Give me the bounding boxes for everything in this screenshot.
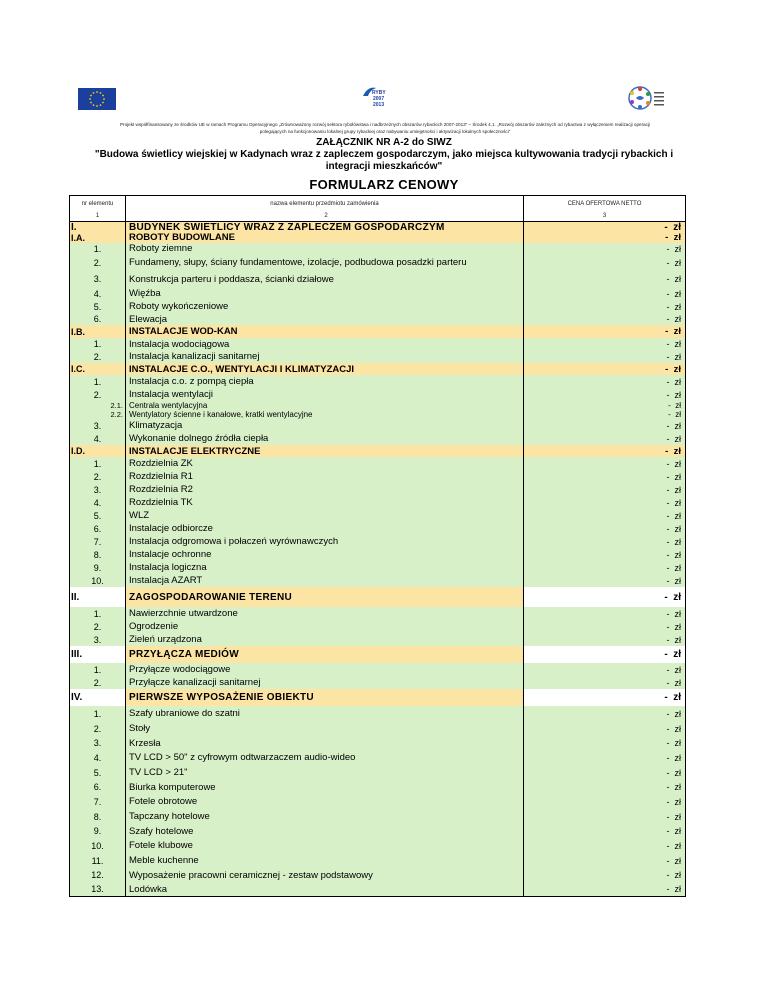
table-column-numbers-row: [69, 211, 686, 221]
cell-name: Fundameny, słupy, ściany fundamentowe, izolacje, podbudowa posadzki parteru: [125, 254, 523, 271]
cell-nr: 9.: [69, 561, 125, 574]
cell-price: - zł: [523, 338, 686, 350]
section-row: [69, 325, 686, 338]
logo-strip: [0, 84, 768, 114]
table-row: [69, 882, 686, 897]
cell-price: - zł: [523, 750, 686, 765]
cell-price: - zł: [523, 689, 686, 706]
cell-price: - zł: [523, 838, 686, 853]
form-title: FORMULARZ CENOWY: [309, 177, 459, 192]
cell-price: - zł: [523, 809, 686, 824]
cell-name: Więźba: [125, 287, 523, 300]
cell-nr: 4.: [69, 432, 125, 445]
cell-name: Fotele obrotowe: [125, 794, 523, 809]
cell-nr: 1.: [69, 375, 125, 388]
cell-nr: 2.: [69, 350, 125, 363]
cell-price: - zł: [523, 419, 686, 432]
cell-nr: 1.: [69, 607, 125, 620]
col-header-nr: nr elementu: [69, 195, 125, 211]
cell-price: - zł: [523, 706, 686, 721]
cell-name: TV LCD > 21": [125, 765, 523, 780]
cell-name: Rozdzielnia ZK: [125, 457, 523, 470]
cell-price: - zł: [523, 243, 686, 254]
cell-name: INSTALACJE ELEKTRYCZNE: [125, 445, 523, 457]
cell-price: - zł: [523, 313, 686, 325]
cell-nr: IV.: [69, 689, 125, 706]
cell-nr: 1.: [69, 663, 125, 676]
table-row: [69, 388, 686, 401]
cell-nr: II.: [69, 587, 125, 607]
cell-price: - zł: [523, 765, 686, 780]
table-row: [69, 765, 686, 780]
funding-notice: [60, 121, 710, 135]
cell-price: - zł: [523, 522, 686, 535]
cell-nr: 2.1.: [69, 401, 125, 410]
annex-title: ZAŁĄCZNIK NR A-2 do SIWZ: [316, 137, 452, 148]
cell-nr: 1.: [69, 338, 125, 350]
table-row: [69, 375, 686, 388]
cell-name: PIERWSZE WYPOSAŻENIE OBIEKTU: [125, 689, 523, 706]
cell-nr: 2.: [69, 620, 125, 633]
cell-price: - zł: [523, 445, 686, 457]
cell-price: - zł: [523, 535, 686, 548]
cell-name: Ogrodzenie: [125, 620, 523, 633]
table-row: [69, 496, 686, 509]
cell-nr: 3.: [69, 419, 125, 432]
cell-nr: 2.: [69, 470, 125, 483]
cell-price: - zł: [523, 548, 686, 561]
col-number-3: 3: [523, 211, 686, 221]
table-row: [69, 663, 686, 676]
cell-price: - zł: [523, 375, 686, 388]
cell-price: - zł: [523, 222, 686, 232]
table-row: [69, 313, 686, 325]
subject-line-2: integracji mieszkańców": [325, 161, 443, 172]
cell-name: Tapczany hotelowe: [125, 809, 523, 824]
section-row: [69, 445, 686, 457]
cell-price: - zł: [523, 824, 686, 838]
table-row: [69, 457, 686, 470]
section-row: [69, 363, 686, 375]
eu-flag-logo: [78, 88, 116, 110]
svg-text:2007: 2007: [373, 96, 385, 102]
cell-nr: 6.: [69, 313, 125, 325]
cell-name: Instalacja logiczna: [125, 561, 523, 574]
cell-name: Wykonanie dolnego źródła ciepła: [125, 432, 523, 445]
table-row: [69, 706, 686, 721]
section-row: [69, 587, 686, 607]
subject-line-1: "Budowa świetlicy wiejskiej w Kadynach wraz z zapleczem gospodarczym, jako miejsca kultywowania tradycji rybackich i: [94, 149, 674, 160]
cell-nr: 3.: [69, 633, 125, 646]
table-row: [69, 736, 686, 750]
cell-name: Rozdzielnia R2: [125, 483, 523, 496]
cell-nr: 5.: [69, 765, 125, 780]
cell-nr: 4.: [69, 287, 125, 300]
cell-price: - zł: [523, 646, 686, 663]
cell-nr: 5.: [69, 509, 125, 522]
svg-text:RYBY: RYBY: [372, 90, 386, 96]
cell-nr: 10.: [69, 574, 125, 587]
cell-nr: I.D.: [69, 445, 125, 457]
cell-name: INSTALACJE WOD-KAN: [125, 325, 523, 338]
cell-price: - zł: [523, 663, 686, 676]
svg-text:2013: 2013: [373, 102, 385, 108]
table-row: [69, 350, 686, 363]
cell-nr: 8.: [69, 548, 125, 561]
cell-price: - zł: [523, 736, 686, 750]
col-number-2: 2: [125, 211, 523, 221]
col-number-1: 1: [69, 211, 125, 221]
cell-name: Rozdzielnia TK: [125, 496, 523, 509]
col-header-price: CENA OFERTOWA NETTO: [523, 195, 686, 211]
cell-price: - zł: [523, 254, 686, 271]
cell-name: Instalacja kanalizacji sanitarnej: [125, 350, 523, 363]
table-row: [69, 401, 686, 410]
cell-nr: 9.: [69, 824, 125, 838]
cell-nr: 10.: [69, 838, 125, 853]
cell-price: - zł: [523, 457, 686, 470]
cell-name: INSTALACJE C.O., WENTYLACJI I KLIMATYZACJI: [125, 363, 523, 375]
cell-price: - zł: [523, 271, 686, 287]
cell-name: Szafy hotelowe: [125, 824, 523, 838]
cell-nr: 4.: [69, 496, 125, 509]
cell-name: Nawierzchnie utwardzone: [125, 607, 523, 620]
cell-price: - zł: [523, 853, 686, 868]
cell-price: - zł: [523, 470, 686, 483]
cell-name: Wentylatory ścienne i kanałowe, kratki wentylacyjne: [125, 410, 523, 419]
cell-nr: 1.: [69, 457, 125, 470]
cell-price: - zł: [523, 676, 686, 689]
table-row: [69, 809, 686, 824]
table-row: [69, 561, 686, 574]
cell-name: Fotele klubowe: [125, 838, 523, 853]
cell-nr: 2.: [69, 388, 125, 401]
table-row: [69, 574, 686, 587]
table-row: [69, 750, 686, 765]
cell-name: Krzesła: [125, 736, 523, 750]
cell-nr: 4.: [69, 750, 125, 765]
cell-price: - zł: [523, 620, 686, 633]
cell-name: Lodówka: [125, 882, 523, 896]
section-row: [69, 221, 686, 232]
cell-nr: III.: [69, 646, 125, 663]
table-row: [69, 243, 686, 254]
cell-name: Zieleń urządzona: [125, 633, 523, 646]
cell-nr: I.A.: [69, 232, 125, 243]
table-row: [69, 410, 686, 419]
cell-price: - zł: [523, 561, 686, 574]
cell-price: - zł: [523, 401, 686, 410]
cell-name: Przyłącze kanalizacji sanitarnej: [125, 676, 523, 689]
cell-name: Przyłącze wodociągowe: [125, 663, 523, 676]
table-row: [69, 853, 686, 868]
cell-name: Instalacja wentylacji: [125, 388, 523, 401]
cell-name: ZAGOSPODAROWANIE TERENU: [125, 587, 523, 607]
section-row: [69, 646, 686, 663]
table-row: [69, 780, 686, 794]
table-row: [69, 432, 686, 445]
table-row: [69, 522, 686, 535]
table-row: [69, 271, 686, 287]
cell-price: - zł: [523, 410, 686, 419]
cell-name: BUDYNEK ŚWIETLICY WRAZ Z ZAPLECZEM GOSPODARCZYM: [125, 222, 523, 232]
cell-price: - zł: [523, 300, 686, 313]
cell-nr: 7.: [69, 535, 125, 548]
table-row: [69, 633, 686, 646]
project-subject: [40, 149, 728, 173]
cell-price: - zł: [523, 432, 686, 445]
table-row: [69, 824, 686, 838]
cell-nr: I.C.: [69, 363, 125, 375]
cell-nr: 8.: [69, 809, 125, 824]
cell-price: - zł: [523, 325, 686, 338]
cell-price: - zł: [523, 587, 686, 607]
cell-nr: 2.: [69, 254, 125, 271]
table-row: [69, 338, 686, 350]
cell-price: - zł: [523, 607, 686, 620]
cell-price: - zł: [523, 721, 686, 736]
cell-price: - zł: [523, 794, 686, 809]
cell-name: Elewacja: [125, 313, 523, 325]
cell-name: WLZ: [125, 509, 523, 522]
cell-name: Rozdzielnia R1: [125, 470, 523, 483]
funding-line-1: Projekt współfinansowany ze środków UE w ramach Programu Operacyjnego „Zrównoważony rozwój sektora rybołówstwa i nadbrzeżnych obszarów rybackich 2007-2013” – Środek 4.1. „Rozwój obszarów zależnych od rybactwa z wyłączeniem realizacji operacji: [119, 122, 651, 127]
table-row: [69, 470, 686, 483]
cell-price: - zł: [523, 509, 686, 522]
cell-name: Klimatyzacja: [125, 419, 523, 432]
table-row: [69, 794, 686, 809]
funding-line-2: polegających na funkcjonowaniu lokalnej grupy rybackiej oraz nabywaniu umiejętności i aktywizacji lokalnych społeczności”: [259, 129, 511, 134]
cell-nr: 1.: [69, 243, 125, 254]
table-row: [69, 419, 686, 432]
cell-nr: 6.: [69, 780, 125, 794]
cell-nr: 2.2.: [69, 410, 125, 419]
table-row: [69, 868, 686, 882]
cell-price: - zł: [523, 287, 686, 300]
cell-price: - zł: [523, 350, 686, 363]
cell-nr: 3.: [69, 271, 125, 287]
cell-name: Instalacja AZART: [125, 574, 523, 587]
col-header-name: nazwa elementu przedmiotu zamówienia: [125, 195, 523, 211]
cell-name: Instalacje odbiorcze: [125, 522, 523, 535]
cell-nr: 1.: [69, 706, 125, 721]
cell-price: - zł: [523, 496, 686, 509]
table-row: [69, 676, 686, 689]
cell-nr: I.B.: [69, 325, 125, 338]
cell-nr: 3.: [69, 736, 125, 750]
cell-name: Instalacja wodociągowa: [125, 338, 523, 350]
program-operacyjny-logo: [360, 84, 390, 110]
table-row: [69, 509, 686, 522]
cell-name: Konstrukcja parteru i poddasza, ścianki działowe: [125, 271, 523, 287]
table-row: [69, 300, 686, 313]
cell-nr: 3.: [69, 483, 125, 496]
table-row: [69, 535, 686, 548]
cell-price: - zł: [523, 363, 686, 375]
cell-name: Szafy ubraniowe do szatni: [125, 706, 523, 721]
cell-name: Meble kuchenne: [125, 853, 523, 868]
table-row: [69, 620, 686, 633]
cell-nr: 7.: [69, 794, 125, 809]
cell-nr: 6.: [69, 522, 125, 535]
cell-nr: I.: [69, 222, 125, 232]
cell-name: Instalacja c.o. z pompą ciepła: [125, 375, 523, 388]
cell-price: - zł: [523, 868, 686, 882]
cell-name: TV LCD > 50" z cyfrowym odtwarzaczem audio-wideo: [125, 750, 523, 765]
table-row: [69, 548, 686, 561]
cell-price: - zł: [523, 388, 686, 401]
cell-name: Instalacja odgromowa i połaczeń wyrównawczych: [125, 535, 523, 548]
table-row: [69, 254, 686, 271]
cell-nr: 5.: [69, 300, 125, 313]
cell-price: - zł: [523, 882, 686, 896]
section-row: [69, 232, 686, 243]
cell-name: PRZYŁĄCZA MEDIÓW: [125, 646, 523, 663]
section-row: [69, 689, 686, 706]
cell-name: Centrala wentylacyjna: [125, 401, 523, 410]
cell-price: - zł: [523, 574, 686, 587]
cell-price: - zł: [523, 780, 686, 794]
table-row: [69, 287, 686, 300]
table-row: [69, 607, 686, 620]
table-row: [69, 483, 686, 496]
cell-price: - zł: [523, 633, 686, 646]
cell-nr: 11.: [69, 853, 125, 868]
cell-nr: 2.: [69, 721, 125, 736]
cell-name: Instalacje ochronne: [125, 548, 523, 561]
lokalna-grupa-rybacka-logo: [628, 84, 668, 112]
cell-nr: 2.: [69, 676, 125, 689]
cell-name: Roboty wykończeniowe: [125, 300, 523, 313]
cell-name: Stoły: [125, 721, 523, 736]
cell-name: Wyposażenie pracowni ceramicznej - zestaw podstawowy: [125, 868, 523, 882]
table-row: [69, 721, 686, 736]
cell-name: ROBOTY BUDOWLANE: [125, 232, 523, 243]
cell-name: Biurka komputerowe: [125, 780, 523, 794]
table-row: [69, 838, 686, 853]
cell-nr: 12.: [69, 868, 125, 882]
cell-nr: 13.: [69, 882, 125, 896]
table-header-row: [69, 195, 686, 211]
cell-price: - zł: [523, 483, 686, 496]
cell-name: Roboty ziemne: [125, 243, 523, 254]
cell-price: - zł: [523, 232, 686, 243]
